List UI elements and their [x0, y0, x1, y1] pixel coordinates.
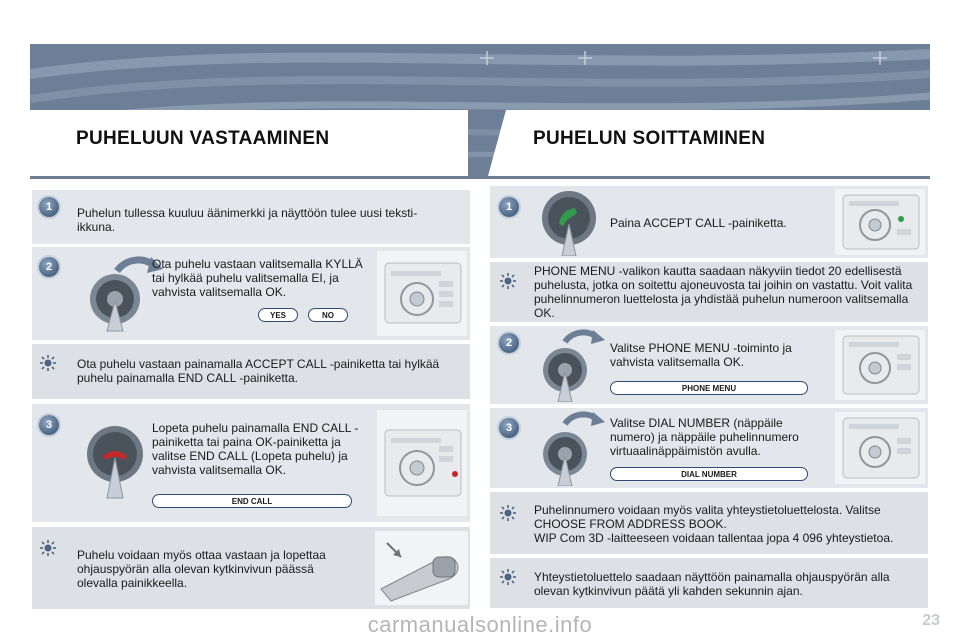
step-badge: 2 [39, 257, 59, 277]
radio-unit-image [377, 410, 467, 516]
ok-knob-icon [535, 410, 607, 486]
radio-unit-image [377, 251, 467, 336]
tip-icon [499, 272, 517, 290]
right-page-title: PUHELUN SOITTAMINEN [533, 128, 766, 149]
accept-call-knob-icon [535, 188, 605, 256]
left-step1-card [32, 190, 470, 244]
phone-menu-button[interactable]: PHONE MENU [610, 381, 808, 395]
tip-icon [499, 504, 517, 522]
steering-stalk-image [375, 531, 468, 605]
end-call-knob-icon [77, 422, 157, 502]
right-step2-text: Valitse PHONE MENU -toiminto ja vahvista valitsemalla OK. [610, 341, 792, 369]
ok-knob-icon [535, 328, 607, 402]
left-step3-card [32, 404, 470, 522]
step-badge: 2 [499, 333, 519, 353]
tip-icon [39, 539, 57, 557]
step-badge: 3 [499, 418, 519, 438]
no-button[interactable]: NO [308, 308, 348, 322]
step-badge: 1 [39, 197, 59, 217]
left-step3-text: Lopeta puhelu painamalla END CALL -painiketta tai paina OK-painiketta ja valitse END CALL (Lopeta puhelu) ja vahvista valitsemalla OK. [152, 421, 359, 477]
left-note2-text: Puhelu voidaan myös ottaa vastaan ja lopettaa ohjauspyörän alla olevan kytkinvivun päässä olevalla painikkeella. [77, 548, 326, 590]
watermark: carmanualsonline.info [367, 612, 593, 637]
left-note1-card [32, 344, 470, 399]
tip-icon [499, 568, 517, 586]
yes-button[interactable]: YES [258, 308, 298, 322]
radio-unit-image [835, 412, 925, 484]
radio-unit-image [835, 330, 925, 400]
right-note1-card [490, 262, 928, 322]
right-note2-card [490, 492, 928, 554]
step-badge: 3 [39, 415, 59, 435]
right-note2-text: Puhelinnumero voidaan myös valita yhteystietoluettelosta. Valitse CHOOSE FROM ADDRESS BOOK. WIP Com 3D -laitteeseen voidaan tallentaa jopa 4 096 yhteystietoa. [534, 503, 894, 545]
left-step2-card [32, 247, 470, 340]
end-call-button[interactable]: END CALL [152, 494, 352, 508]
right-step3-card [490, 408, 928, 488]
right-step3-text: Valitse DIAL NUMBER (näppäile numero) ja näppäile puhelinnumero virtuaalinäppäimistön avulla. [610, 416, 799, 458]
tip-icon [39, 354, 57, 372]
page-number: 23 [922, 612, 940, 629]
left-page-title: PUHELUUN VASTAAMINEN [76, 128, 330, 149]
radio-unit-image [835, 189, 925, 255]
right-note1-text: PHONE MENU -valikon kautta saadaan näkyviin tiedot 20 edellisestä puhelusta, jotka on soitettu ajoneuvosta tai joihin on vastattu. Voit valita puhelinnumeron luettelosta ja yhdistää puhelun numeroon valitsemalla OK. [534, 264, 913, 320]
left-note1-text: Ota puhelu vastaan painamalla ACCEPT CALL -painiketta tai hylkää puhelu painamalla END CALL -painiketta. [77, 357, 440, 385]
step-badge: 1 [499, 197, 519, 217]
dial-number-button[interactable]: DIAL NUMBER [610, 467, 808, 481]
left-step1-text: Puhelun tullessa kuuluu äänimerkki ja näyttöön tulee uusi teksti-ikkuna. [77, 206, 418, 234]
right-step1-text: Paina ACCEPT CALL -painiketta. [610, 216, 787, 230]
left-step2-text: Ota puhelu vastaan valitsemalla KYLLÄ tai hylkää puhelu valitsemalla EI, ja vahvista valitsemalla OK. [152, 257, 363, 299]
right-note3-card [490, 558, 928, 608]
right-step2-card [490, 326, 928, 404]
right-note3-text: Yhteystietoluettelo saadaan näyttöön painamalla ohjauspyörän alla olevan kytkinvivun päätä yli kahden sekunnin ajan. [534, 570, 890, 598]
left-note2-card [32, 527, 470, 609]
right-step1-card [490, 186, 928, 258]
